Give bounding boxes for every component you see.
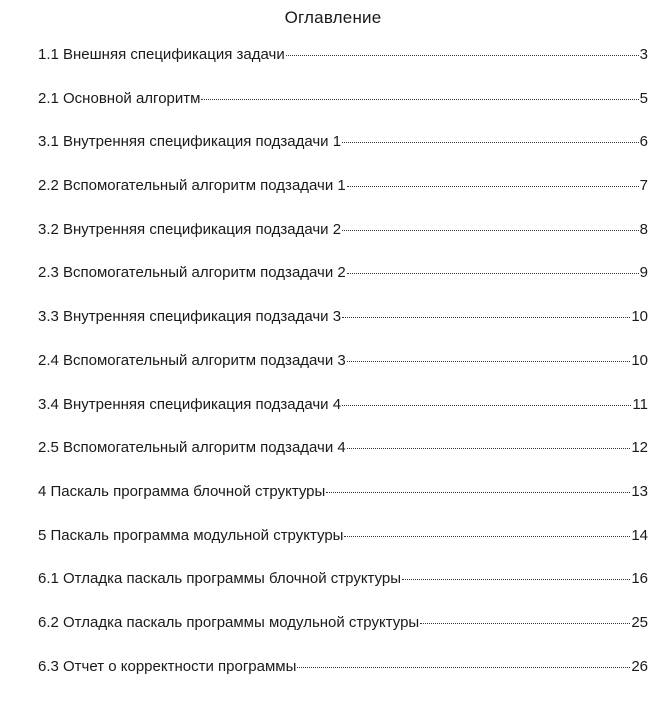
toc-entry-label: 2.4 Вспомогательный алгоритм подзадачи 3 — [38, 351, 346, 369]
toc-leader-dots — [420, 623, 630, 624]
toc-leader-dots — [347, 186, 639, 187]
toc-entry-page: 6 — [639, 133, 648, 151]
toc-entry-label: 3.4 Внутренняя спецификация подзадачи 4 — [38, 395, 342, 413]
toc-entry-page: 7 — [639, 177, 648, 195]
toc-entry — [38, 483, 648, 527]
toc-entry-page: 8 — [639, 220, 648, 238]
toc-entry — [38, 658, 648, 702]
toc-entry-label: 2.1 Основной алгоритм — [38, 89, 201, 107]
toc-entry — [38, 527, 648, 571]
toc-entry-page: 16 — [631, 570, 648, 588]
toc-entry-label: 5 Паскаль программа модульной структуры — [38, 526, 344, 544]
toc-entry-label: 2.2 Вспомогательный алгоритм подзадачи 1 — [38, 177, 346, 195]
toc-entry-label: 6.3 Отчет о корректности программы — [38, 657, 297, 675]
toc-title: Оглавление — [284, 8, 382, 27]
toc-entry-label: 2.3 Вспомогательный алгоритм подзадачи 2 — [38, 264, 346, 282]
toc-entry-page: 5 — [639, 89, 648, 107]
toc-entry-label: 6.2 Отладка паскаль программы модульной структуры — [38, 613, 420, 631]
toc-entry — [38, 46, 648, 90]
toc-leader-dots — [342, 142, 639, 143]
toc-entry — [38, 133, 648, 177]
toc-entry — [38, 221, 648, 265]
toc-leader-dots — [344, 536, 630, 537]
toc-leader-dots — [297, 667, 630, 668]
toc-entry-page: 12 — [631, 439, 648, 457]
toc-entry-label: 2.5 Вспомогательный алгоритм подзадачи 4 — [38, 439, 346, 457]
toc-leader-dots — [326, 492, 630, 493]
toc-entry — [38, 177, 648, 221]
toc-entry — [38, 570, 648, 614]
toc-entry — [38, 439, 648, 483]
toc-entry-label: 6.1 Отладка паскаль программы блочной структуры — [38, 570, 402, 588]
toc-leader-dots — [286, 55, 639, 56]
toc-leader-dots — [342, 230, 639, 231]
toc-entry-label: 3.2 Внутренняя спецификация подзадачи 2 — [38, 220, 342, 238]
toc-entry-page: 25 — [631, 613, 648, 631]
toc-entry — [38, 614, 648, 658]
toc-leader-dots — [347, 273, 639, 274]
toc-leader-dots — [342, 405, 631, 406]
toc-entry-page: 14 — [631, 526, 648, 544]
toc-leader-dots — [201, 99, 638, 100]
toc-entry-page: 10 — [631, 351, 648, 369]
toc-entry — [38, 308, 648, 352]
toc-leader-dots — [402, 579, 630, 580]
toc-entry-label: 3.1 Внутренняя спецификация подзадачи 1 — [38, 133, 342, 151]
toc-leader-dots — [347, 361, 631, 362]
toc-entry — [38, 352, 648, 396]
toc-entry-page: 26 — [631, 657, 648, 675]
toc-entry-label: 3.3 Внутренняя спецификация подзадачи 3 — [38, 308, 342, 326]
toc-leader-dots — [342, 317, 630, 318]
toc-entry-label: 4 Паскаль программа блочной структуры — [38, 482, 326, 500]
toc-entry — [38, 264, 648, 308]
toc-entry — [38, 396, 648, 440]
toc-entry — [38, 90, 648, 134]
toc-entry-page: 9 — [639, 264, 648, 282]
toc-entry-page: 11 — [632, 395, 648, 413]
toc-leader-dots — [347, 448, 631, 449]
toc-entry-page: 3 — [639, 46, 648, 63]
toc-entry-page: 10 — [631, 308, 648, 326]
toc-entry-page: 13 — [631, 482, 648, 500]
toc-entry-label: 1.1 Внешняя спецификация задачи — [38, 46, 285, 63]
table-of-contents — [38, 46, 648, 701]
